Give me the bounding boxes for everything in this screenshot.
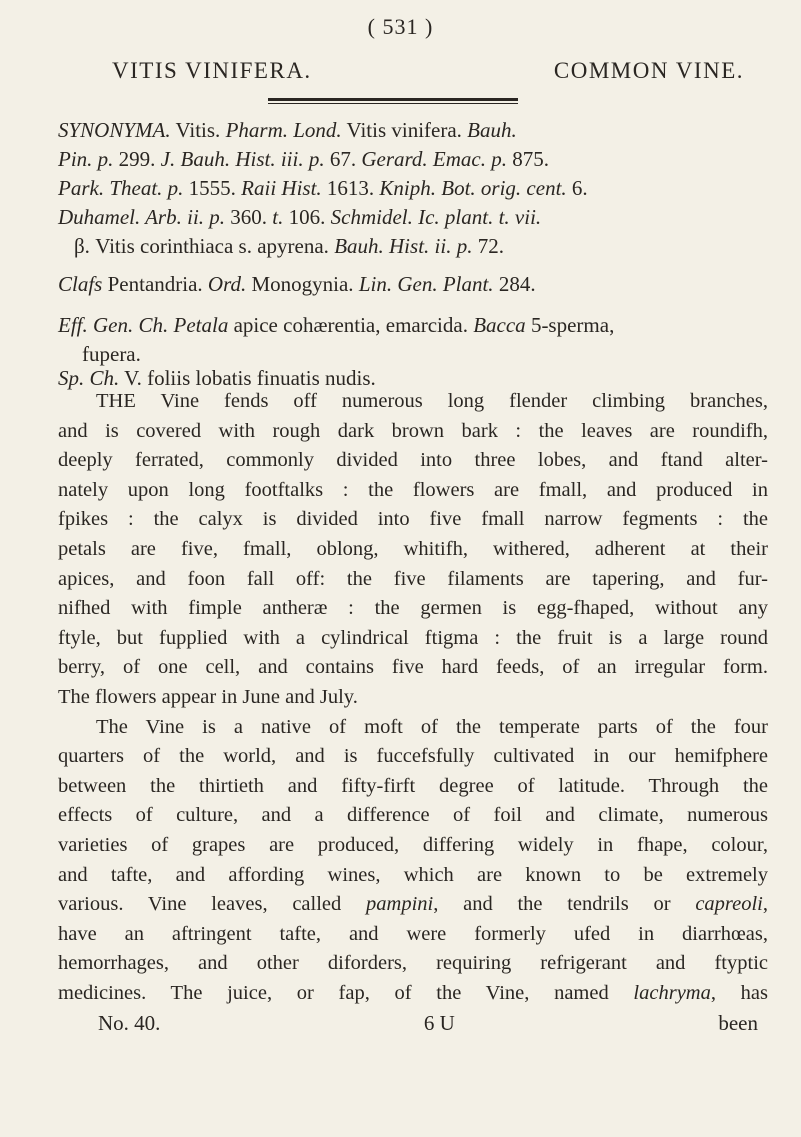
roman-text: various. Vine leaves, called bbox=[58, 893, 367, 916]
roman-text: Vitis corinthiaca s. apyrena. bbox=[89, 234, 335, 258]
roman-text: Vitis. bbox=[170, 118, 226, 142]
description-text bbox=[58, 387, 768, 1008]
prose-line bbox=[58, 801, 768, 831]
roman-text: Pentandria. bbox=[102, 272, 208, 296]
roman-text: petals are five, fmall, oblong, whitifh, withered, adherent at their bbox=[58, 537, 768, 560]
roman-text: , bbox=[762, 893, 768, 916]
roman-text: 1613. bbox=[321, 176, 380, 200]
italic-text: Sp. Ch. bbox=[58, 366, 120, 390]
italic-text: Pharm. Lond. bbox=[225, 118, 342, 142]
prose-line bbox=[58, 594, 768, 624]
prose-line bbox=[58, 535, 768, 565]
italic-text: Lin. Gen. Plant. bbox=[358, 272, 494, 296]
italic-text: Bacca bbox=[473, 313, 526, 337]
roman-text: The flowers appear in June and July. bbox=[58, 685, 358, 708]
roman-text: , and the tendrils or bbox=[433, 893, 696, 916]
italic-text: Gerard. Emac. p. bbox=[361, 147, 507, 171]
roman-text: between the thirtieth and fifty-firft degree of latitude. Through the bbox=[58, 774, 768, 797]
generic-character-block bbox=[58, 311, 758, 369]
roman-text: 299. bbox=[113, 147, 161, 171]
roman-text: nifhed with fimple antheræ : the germen is egg-fhaped, without any bbox=[58, 597, 768, 620]
synonyms-line bbox=[58, 145, 758, 174]
roman-text: 72. bbox=[472, 234, 504, 258]
italic-text: Duhamel. Arb. ii. p. bbox=[58, 205, 226, 229]
roman-text: 284. bbox=[493, 272, 536, 296]
prose-line bbox=[58, 417, 768, 447]
prose-line bbox=[58, 565, 768, 595]
prose-line bbox=[58, 890, 768, 920]
italic-text: t. bbox=[272, 205, 284, 229]
roman-text: V. foliis lobatis finuatis nudis. bbox=[119, 366, 376, 390]
italic-text: Bauh. Hist. ii. p. bbox=[334, 234, 473, 258]
italic-text: lachryma bbox=[633, 981, 711, 1004]
italic-text: Clafs bbox=[58, 272, 103, 296]
roman-text: deeply ferrated, commonly divided into three lobes, and ftand alter- bbox=[58, 449, 768, 472]
page-footer bbox=[98, 1011, 758, 1036]
issue-number: No. 40. bbox=[98, 1011, 161, 1035]
prose-line bbox=[58, 920, 768, 950]
roman-text: 5-sperma, bbox=[525, 313, 615, 337]
italic-text: Bauh. bbox=[467, 118, 517, 142]
prose-line bbox=[58, 979, 768, 1009]
prose-line bbox=[58, 831, 768, 861]
roman-text: 875. bbox=[506, 147, 549, 171]
roman-text: ftyle, but fupplied with a cylindrical ftigma : the fruit is a large round bbox=[58, 626, 768, 649]
prose-line bbox=[58, 772, 768, 802]
generic-character-line bbox=[58, 311, 758, 340]
roman-text: , has bbox=[710, 981, 769, 1004]
roman-text: apice cohærentia, emarcida. bbox=[228, 313, 474, 337]
roman-text: 106. bbox=[283, 205, 331, 229]
heading-rule bbox=[268, 98, 518, 101]
roman-text: nately upon long footftalks : the flowers are fmall, and produced in bbox=[58, 478, 768, 501]
roman-text: berry, of one cell, and contains five hard feeds, of an irregular form. bbox=[58, 656, 768, 679]
italic-text: Ord. bbox=[207, 272, 247, 296]
roman-text: 67. bbox=[324, 147, 362, 171]
page-number: ( 531 ) bbox=[367, 14, 434, 39]
catchword: been bbox=[718, 1011, 758, 1035]
italic-text: Park. Theat. p. bbox=[58, 176, 184, 200]
synonyms-line bbox=[58, 116, 758, 145]
roman-text: apices, and foon fall off: the five filaments are tapering, and fur- bbox=[58, 567, 768, 590]
prose-line bbox=[58, 387, 768, 417]
roman-text: varieties of grapes are produced, differing widely in fhape, colour, bbox=[58, 833, 768, 856]
prose-line bbox=[58, 476, 768, 506]
italic-text: Raii Hist. bbox=[241, 176, 322, 200]
italic-text: Kniph. Bot. orig. cent. bbox=[379, 176, 567, 200]
roman-text: and is covered with rough dark brown bark : the leaves are roundifh, bbox=[58, 419, 768, 442]
roman-text: The Vine is a native of moft of the temperate parts of the four bbox=[96, 715, 768, 738]
italic-text: capreoli bbox=[695, 893, 763, 916]
roman-text: quarters of the world, and is fuccefsfully cultivated in our hemifphere bbox=[58, 745, 768, 768]
prose-line bbox=[58, 713, 768, 743]
italic-text: Eff. Gen. Ch. bbox=[58, 313, 169, 337]
prose-line bbox=[58, 446, 768, 476]
prose-line bbox=[58, 624, 768, 654]
roman-text: medicines. The juice, or fap, of the Vine, named bbox=[58, 981, 634, 1004]
classis-line bbox=[58, 270, 758, 299]
italic-text: pampini bbox=[366, 893, 434, 916]
common-name-heading: COMMON VINE. bbox=[553, 58, 744, 83]
signature-mark: 6 U bbox=[423, 1011, 455, 1035]
roman-text: THE Vine fends off numerous long flender climbing branches, bbox=[96, 390, 768, 412]
prose-line bbox=[58, 742, 768, 772]
roman-text: effects of culture, and a difference of foil and climate, numerous bbox=[58, 804, 768, 827]
roman-text: 6. bbox=[566, 176, 588, 200]
italic-text: Schmidel. Ic. plant. t. vii. bbox=[330, 205, 542, 229]
roman-text: hemorrhages, and other diforders, requiring refrigerant and ftyptic bbox=[58, 952, 768, 975]
heading-rule-thin bbox=[268, 103, 518, 104]
synonyms-line bbox=[58, 203, 758, 232]
roman-text: 360. bbox=[225, 205, 273, 229]
running-heading bbox=[112, 58, 744, 84]
italic-text: J. Bauh. Hist. iii. p. bbox=[160, 147, 325, 171]
synonyms-line bbox=[58, 174, 758, 203]
prose-line bbox=[58, 949, 768, 979]
roman-text: fpikes : the calyx is divided into five fmall narrow fegments : the bbox=[58, 508, 768, 531]
roman-text: β. bbox=[74, 234, 90, 258]
prose-line bbox=[58, 861, 768, 891]
italic-text: SYNONYMA. bbox=[58, 118, 171, 142]
roman-text: Vitis vinifera. bbox=[341, 118, 468, 142]
roman-text: have an aftringent tafte, and were formerly ufed in diarrhœas, bbox=[58, 922, 768, 945]
synonyms-block bbox=[58, 116, 758, 261]
italic-text: Pin. p. bbox=[58, 147, 114, 171]
classis-text bbox=[58, 270, 758, 299]
prose-line bbox=[58, 505, 768, 535]
roman-text: and tafte, and affording wines, which are known to be extremely bbox=[58, 863, 768, 886]
prose-line bbox=[58, 653, 768, 683]
roman-text: 1555. bbox=[183, 176, 242, 200]
roman-text: Monogynia. bbox=[246, 272, 359, 296]
synonyms-line bbox=[58, 232, 758, 261]
italic-text: Petala bbox=[173, 313, 229, 337]
prose-line bbox=[58, 683, 768, 713]
roman-text: fupera. bbox=[82, 342, 141, 366]
latin-name-heading: VITIS VINIFERA. bbox=[112, 58, 312, 83]
